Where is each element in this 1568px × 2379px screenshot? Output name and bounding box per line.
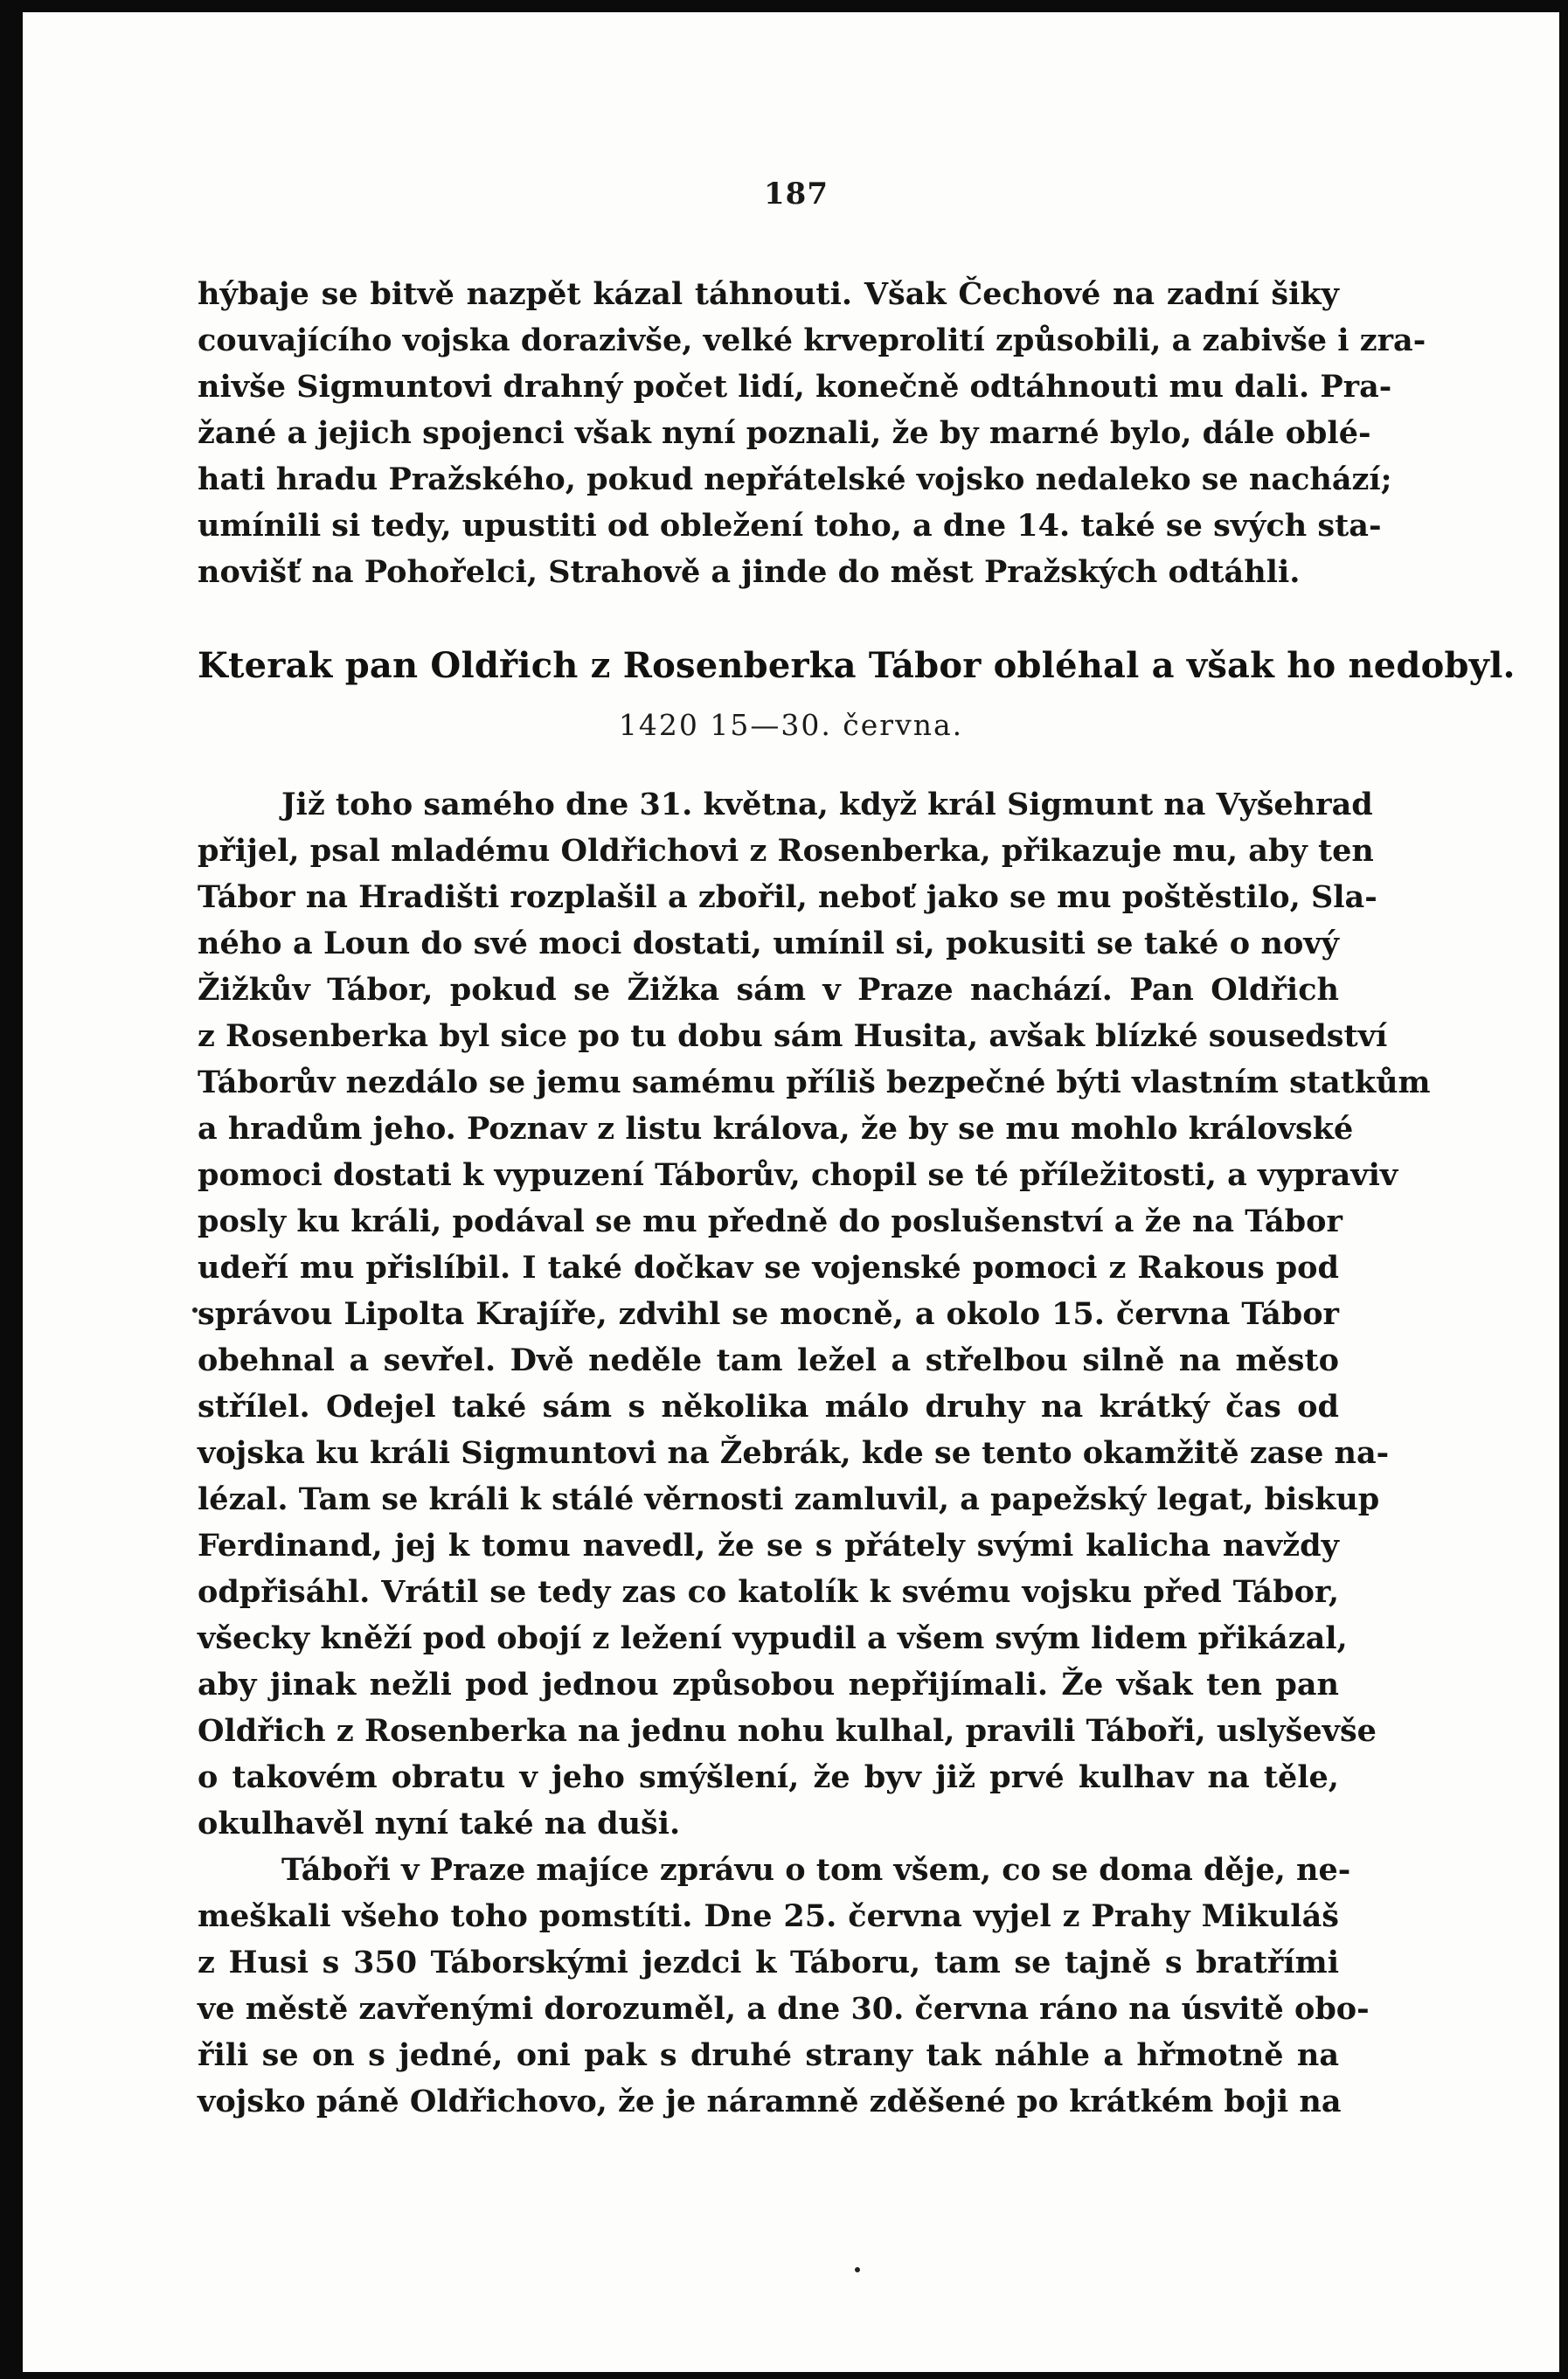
text-line: ve městě zavřenými dorozuměl, a dne 30. června ráno na úsvitě obo- <box>198 1991 1370 2027</box>
text-line: Ferdinand, jej k tomu navedl, že se s přátely svými kalicha navždy <box>198 1528 1339 1564</box>
text-line: vojska ku králi Sigmuntovi na Žebrák, kde se tento okamžitě zase na- <box>198 1435 1390 1471</box>
text-line: Oldřich z Rosenberka na jednu nohu kulhal, pravili Táboři, uslyševše <box>198 1713 1377 1749</box>
text-line: pomoci dostati k vypuzení Táborův, chopil se té příležitosti, a vypraviv <box>198 1157 1398 1193</box>
text-line: novišť na Pohořelci, Strahově a jinde do měst Pražských odtáhli. <box>198 554 1301 590</box>
text-line: udeří mu přislíbil. I také dočkav se vojenské pomoci z Rakous pod <box>198 1250 1339 1286</box>
text-line: správou Lipolta Krajíře, zdvihl se mocně, a okolo 15. června Tábor <box>198 1296 1339 1332</box>
text-line: z Husi s 350 Táborskými jezdci k Táboru, tam se tajně s bratřími <box>198 1945 1339 1980</box>
intro-paragraph <box>198 271 1426 595</box>
page-number: 187 <box>764 177 829 212</box>
text-line: vojsko páně Oldřichovo, že je náramně zděšené po krátkém boji na <box>198 2084 1342 2119</box>
text-line: hýbaje se bitvě nazpět kázal táhnouti. Však Čechové na zadní šiky <box>198 276 1339 312</box>
text-line: lézal. Tam se králi k stálé věrnosti zamluvil, a papežský legat, biskup <box>198 1481 1380 1517</box>
text-line: Táborův nezdálo se jemu samému příliš bezpečné býti vlastním statkům <box>198 1065 1431 1100</box>
text-line: přijel, psal mladému Oldřichovi z Rosenberka, přikazuje mu, aby ten <box>198 833 1374 869</box>
book-page <box>23 12 1559 2372</box>
text-line: meškali všeho toho pomstíti. Dne 25. června vyjel z Prahy Mikuláš <box>198 1898 1339 1934</box>
section-heading: Kterak pan Oldřich z Rosenberka Tábor obléhal a však ho nedobyl. <box>198 645 1516 686</box>
text-line: couvajícího vojska dorazivše, velké krveprolití způsobili, a zabivše i zra- <box>198 323 1426 358</box>
text-line: o takovém obratu v jeho smýšlení, že byv již prvé kulhav na těle, <box>198 1759 1339 1795</box>
text-line: řili se on s jedné, oni pak s druhé strany tak náhle a hřmotně na <box>198 2037 1339 2073</box>
text-line: a hradům jeho. Poznav z listu králova, že by se mu mohlo královské <box>198 1111 1354 1147</box>
date-line: 1420 15—30. června. <box>618 708 964 742</box>
main-paragraph <box>198 781 1431 2125</box>
text-line: střílel. Odejel také sám s několika málo druhy na krátký čas od <box>198 1389 1339 1425</box>
text-line: okulhavěl nyní také na duši. <box>198 1806 681 1841</box>
text-line: posly ku králi, podával se mu předně do poslušenství a že na Tábor <box>198 1203 1343 1239</box>
text-line: všecky kněží pod obojí z ležení vypudil a všem svým lidem přikázal, <box>198 1620 1348 1656</box>
text-line: nivše Sigmuntovi drahný počet lidí, konečně odtáhnouti mu dali. Pra- <box>198 369 1392 405</box>
text-line: umínili si tedy, upustiti od obležení toho, a dne 14. také se svých sta- <box>198 508 1382 544</box>
ink-speck <box>855 2267 860 2272</box>
text-line: Již toho samého dne 31. května, když král Sigmunt na Vyšehrad <box>281 787 1373 822</box>
text-line: aby jinak nežli pod jednou způsobou nepřijímali. Že však ten pan <box>198 1667 1339 1703</box>
text-line: Žižkův Tábor, pokud se Žižka sám v Praze nachází. Pan Oldřich <box>198 972 1339 1008</box>
text-line: žané a jejich spojenci však nyní poznali, že by marné bylo, dále oblé- <box>198 415 1371 451</box>
text-line: Tábor na Hradišti rozplašil a zbořil, neboť jako se mu poštěstilo, Sla- <box>198 879 1377 915</box>
text-line: obehnal a sevřel. Dvě neděle tam ležel a střelbou silně na město <box>198 1342 1339 1378</box>
text-line: ného a Loun do své moci dostati, umínil si, pokusiti se také o nový <box>198 926 1339 961</box>
ink-speck <box>192 1307 198 1313</box>
text-line: z Rosenberka byl sice po tu dobu sám Husita, avšak blízké sousedství <box>198 1018 1388 1054</box>
text-line: odpřisáhl. Vrátil se tedy zas co katolík k svému vojsku před Tábor, <box>198 1574 1339 1610</box>
text-line: hati hradu Pražského, pokud nepřátelské vojsko nedaleko se nachází; <box>198 461 1392 497</box>
text-line: Táboři v Praze majíce zprávu o tom všem, co se doma děje, ne- <box>281 1852 1351 1888</box>
